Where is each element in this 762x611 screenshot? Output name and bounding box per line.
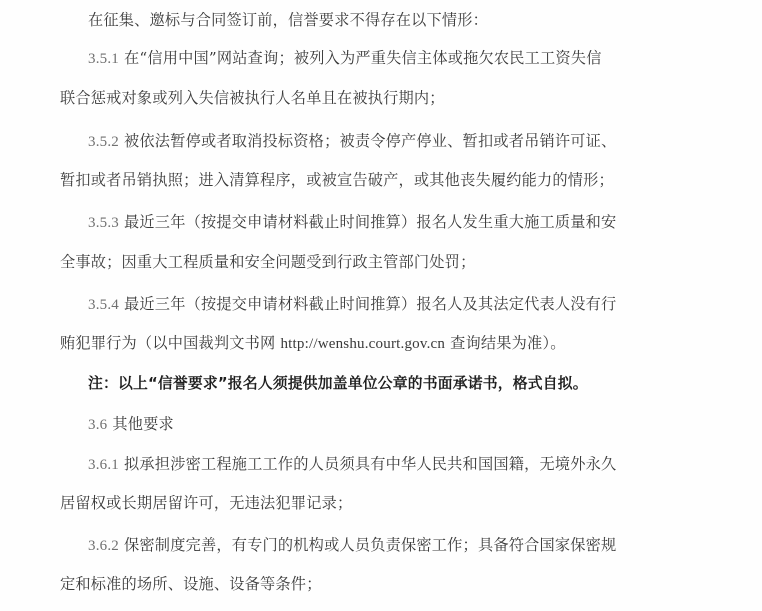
item-3-5-3-line2: 全事故；因重大工程质量和安全问题受到行政主管部门处罚； <box>60 253 476 271</box>
item-number: 3.5.1 <box>88 51 119 67</box>
item-number: 3.6.2 <box>88 538 119 554</box>
item-text: 被依法暂停或者取消投标资格；被责令停产停业、暂扣或者吊销许可证、 <box>124 132 617 150</box>
item-text: 最近三年（按提交申请材料截止时间推算）报名人及其法定代表人没有行 <box>124 295 617 313</box>
intro-text: 在征集、邀标与合同签订前，信誉要求不得存在以下情形： <box>88 11 489 29</box>
credit-requirement-note: 注：以上“信誉要求”报名人须提供加盖单位公章的书面承诺书，格式自拟。 <box>88 375 588 392</box>
item-text-prefix: 贿犯罪行为（以中国裁判文书网 <box>60 334 276 352</box>
item-3-5-1-line1 <box>88 48 602 69</box>
court-website-url: http://wenshu.court.gov.cn <box>280 336 446 352</box>
item-3-5-1-line2: 联合惩戒对象或列入失信被执行人名单且在被执行期内； <box>60 89 445 107</box>
section-number: 3.6 <box>88 417 108 433</box>
section-3-6-heading <box>88 414 174 435</box>
item-3-6-2-line1 <box>88 535 616 556</box>
item-3-5-2-line2: 暂扣或者吊销执照；进入清算程序，或被宣告破产，或其他丧失履约能力的情形； <box>60 171 614 189</box>
item-number: 3.5.4 <box>88 297 119 313</box>
item-3-6-1-line1 <box>88 454 616 475</box>
item-3-6-2-line2: 定和标准的场所、设施、设备等条件； <box>60 575 322 593</box>
item-text: 在“信用中国”网站查询；被列入为严重失信主体或拖欠农民工工资失信 <box>124 49 602 67</box>
item-text: 拟承担涉密工程施工工作的人员须具有中华人民共和国国籍，无境外永久 <box>124 455 617 473</box>
item-text: 最近三年（按提交申请材料截止时间推算）报名人发生重大施工质量和安 <box>124 213 617 231</box>
item-text: 保密制度完善，有专门的机构或人员负责保密工作；具备符合国家保密规 <box>124 536 617 554</box>
item-3-5-4-line1 <box>88 294 616 315</box>
item-number: 3.5.3 <box>88 215 119 231</box>
item-3-5-2-line1 <box>88 131 616 152</box>
item-number: 3.5.2 <box>88 134 119 150</box>
item-text-suffix: 查询结果为准）。 <box>450 334 566 352</box>
section-title: 其他要求 <box>112 415 174 433</box>
item-3-6-1-line2: 居留权或长期居留许可，无违法犯罪记录； <box>60 494 353 512</box>
item-3-5-3-line1 <box>88 212 616 233</box>
item-3-5-4-line2 <box>60 333 566 354</box>
item-number: 3.6.1 <box>88 457 119 473</box>
